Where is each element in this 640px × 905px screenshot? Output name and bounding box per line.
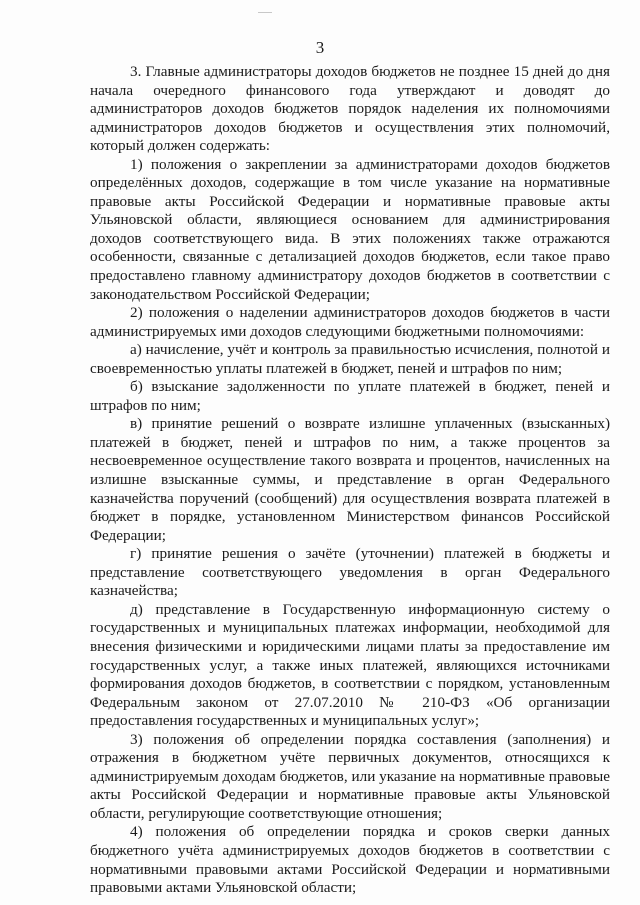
paragraph-3-2: 2) положения о наделении администраторов доходов бюджетов в части администрируемых ими доходов следующими бюджетными полномочиями: [90, 304, 610, 340]
paragraph-3-1: 1) положения о закреплении за администраторами доходов бюджетов определённых доходов, содержащие в том числе указание на нормативные правовые акты Российской Федерации и нормативные правовые акты Ульяновской области, являющиеся основанием для администрирования доходов соответствующего вида. В этих положениях также отражаются особенности, связанные с детализацией доходов бюджетов, если такое право предоставлено главному администратору доходов бюджетов в соответствии с законодательством Российской Федерации; [90, 155, 610, 303]
paragraph-3: 3. Главные администраторы доходов бюджетов не позднее 15 дней до дня начала очередного финансового года утверждают и доводят до администраторов доходов бюджетов порядок наделения их полномочиями администраторов доходов бюджетов и осуществления этих полномочий, который должен содержать: [90, 63, 610, 155]
paragraph-3-2-g: г) принятие решения о зачёте (уточнении) платежей в бюджеты и представление соответствующего уведомления в орган Федерального казначейства; [90, 545, 610, 600]
page-number: 3 [315, 38, 325, 57]
paragraph-3-4: 4) положения об определении порядка и сроков сверки данных бюджетного учёта администрируемых доходов бюджетов в соответствии с нормативными правовыми актами Российской Федерации и нормативными правовыми актами Ульяновской области; [90, 823, 610, 897]
paragraph-3-3: 3) положения об определении порядка составления (заполнения) и отражения в бюджетном учёте первичных документов, относящихся к администрируемым доходам бюджетов, или указание на нормативные правовые акты Российской Федерации и нормативные правовые акты Ульяновской области, регулирующие соответствующие отношения; [90, 730, 610, 822]
scan-mark [258, 12, 272, 13]
paragraph-3-2-v: в) принятие решений о возврате излишне уплаченных (взысканных) платежей в бюджет, пеней и штрафов по ним, а также процентов за несвоевременное осуществление такого возврата и процентов, начисленных на излишне взысканные суммы, и представление в орган Федерального казначейства поручений (сообщений) для осуществления возврата платежей в бюджет в порядке, установленном Министерством финансов Российской Федерации; [90, 415, 610, 544]
paragraph-3-2-d: д) представление в Государственную информационную систему о государственных и муниципальных платежах информации, необходимой для внесения физическими и юридическими лицами платы за предоставление им государственных услуг, а также иных платежей, являющихся источниками формирования доходов бюджетов, в соответствии с порядком, установленным Федеральным законом от 27.07.2010 № 210-ФЗ «Об организации предоставления государственных и муниципальных услуг»; [90, 600, 610, 730]
document-body [90, 63, 610, 898]
paragraph-3-2-b: б) взыскание задолженности по уплате платежей в бюджет, пеней и штрафов по ним; [90, 378, 610, 414]
paragraph-3-2-a: а) начисление, учёт и контроль за правильностью исчисления, полнотой и своевременностью уплаты платежей в бюджет, пеней и штрафов по ним; [90, 341, 610, 377]
